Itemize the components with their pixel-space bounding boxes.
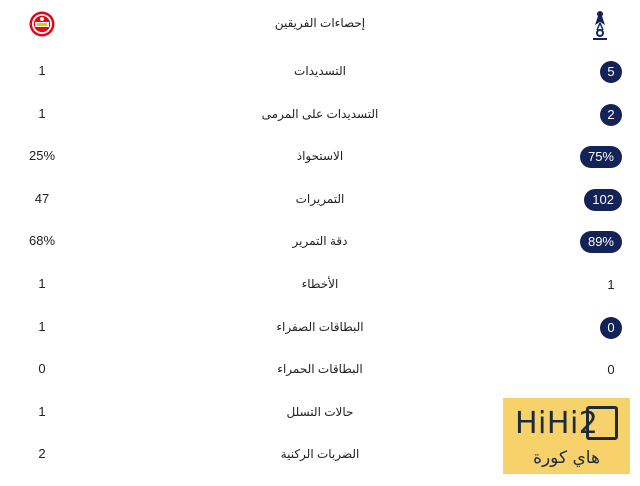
stat-label: البطاقات الصفراء	[276, 319, 364, 334]
stat-label: الاستحواذ	[296, 149, 344, 164]
stat-label: البطاقات الحمراء	[277, 362, 363, 377]
stat-label: دقة التمرير	[292, 234, 348, 249]
watermark-arabic-text: هاي كورة	[533, 448, 600, 468]
stat-label: التمريرات	[295, 191, 345, 206]
away-team-stat-cell	[580, 231, 622, 253]
home-team-stat-value: 1	[38, 63, 46, 78]
stat-row	[0, 263, 640, 306]
away-team-stat-badge: 2	[600, 104, 622, 126]
stats-header	[0, 0, 640, 50]
stat-row	[0, 93, 640, 136]
hihi2-watermark-logo	[503, 398, 630, 474]
tottenham-crest-icon	[588, 9, 612, 41]
home-team-stat-value: 25%	[28, 148, 56, 164]
away-team-stat-badge: 0	[600, 317, 622, 339]
away-team-stat-cell	[600, 359, 622, 381]
stat-label: الأخطاء	[301, 276, 339, 291]
home-team-stat-value: 68%	[28, 233, 56, 249]
stat-label: حالات التسلل	[286, 404, 354, 419]
stats-title: إحصاءات الفريقين	[274, 16, 366, 30]
stat-label: التسديدات على المرمى	[261, 106, 379, 121]
away-team-stat-cell	[580, 146, 622, 168]
stat-row	[0, 348, 640, 391]
away-team-stat-cell	[600, 317, 622, 339]
away-team-stat-cell	[600, 104, 622, 126]
home-team-stat-value: 1	[38, 105, 46, 121]
stat-row	[0, 135, 640, 178]
stat-label: التسديدات	[294, 64, 346, 78]
stat-row	[0, 178, 640, 221]
away-team-stat-badge: 5	[600, 61, 622, 83]
home-team-stat-value: 1	[38, 318, 46, 334]
stat-row	[0, 50, 640, 93]
away-team-stat-value: 1	[607, 276, 615, 292]
home-team-stat-value: 1	[38, 403, 46, 419]
stat-row	[0, 306, 640, 349]
watermark-brand-text: HiHi2	[515, 406, 599, 441]
away-team-stat-cell	[584, 189, 622, 211]
away-team-stat-badge: 102	[584, 189, 622, 211]
brentford-crest-icon	[29, 11, 55, 37]
home-team-stat-value: 1	[38, 275, 46, 291]
home-team-stat-value: 47	[34, 190, 50, 206]
home-team-stat-value: 0	[38, 361, 46, 377]
home-team-stat-value: 2	[38, 446, 46, 462]
away-team-stat-value: 0	[607, 362, 615, 378]
away-team-stat-badge: 75%	[580, 146, 622, 168]
away-team-stat-cell	[600, 61, 622, 83]
away-team-stat-badge: 89%	[580, 231, 622, 253]
stat-row	[0, 220, 640, 263]
stat-label: الضربات الركنية	[280, 447, 360, 462]
away-team-stat-cell	[600, 274, 622, 296]
